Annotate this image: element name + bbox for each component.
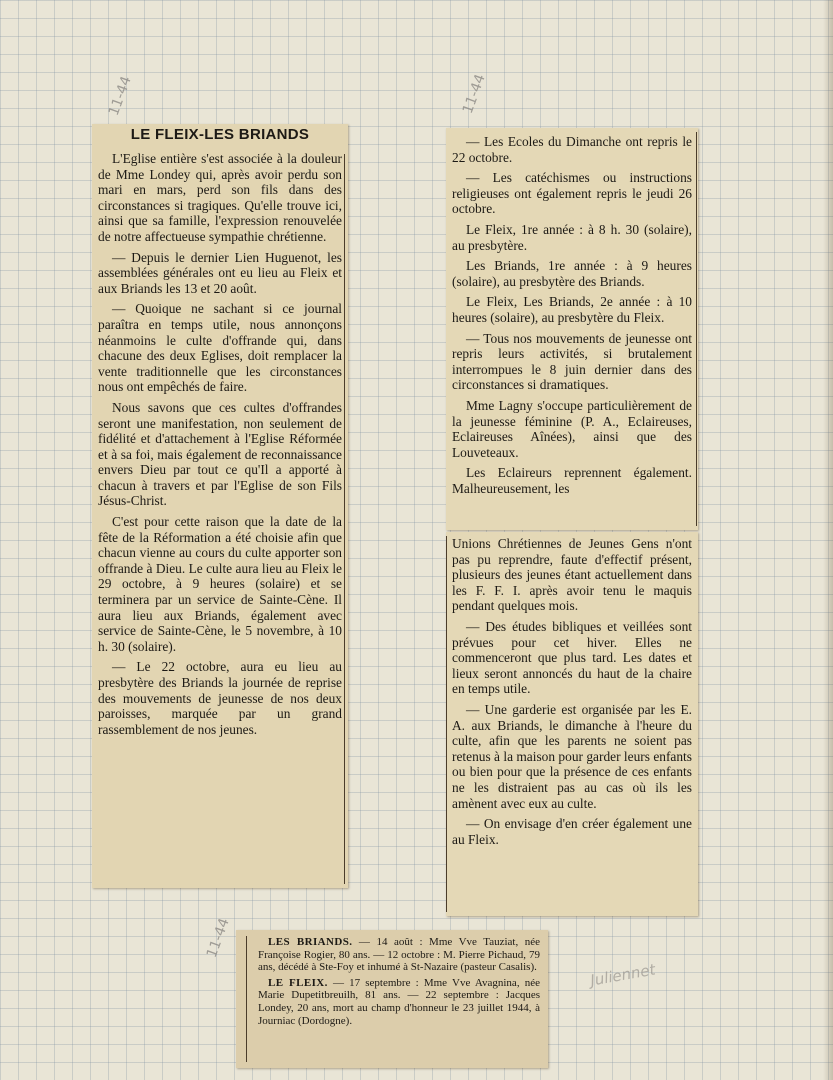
paragraph: L'Eglise entière s'est associée à la douleur de Mme Londey qui, après avoir perdu son mari en mars, perd son fils dans des circonstances si tragiques. Qu'elle trouve ici, ainsi que sa famille, l'expression renouvelée de notre affectueuse sympathie chrétienne.	[98, 151, 342, 244]
paragraph: C'est pour cette raison que la date de la fête de la Réformation a été choisie afin que chacun vienne au cours du culte apporter son offrande à Dieu. Le culte aura lieu au Fleix le 29 octobre, à 9 heures (solaire) et se terminera par un service de Sainte-Cène. Il aura lieu aux Briands, également avec service de Sainte-Cène, le 5 novembre, à 10 h. 30 (solaire).	[98, 514, 342, 654]
column-rule	[696, 132, 697, 526]
paragraph: Nous savons que ces cultes d'offrandes seront une manifestation, non seulement de fidélité et d'attachement à l'Eglise Réformée et à sa foi, mais également de reconnaissance envers Dieu par tout ce qu'Il a apporté à chacun à travers et par l'Eglise de son Fils Jésus-Christ.	[98, 399, 342, 509]
obituary-text: — 17 septembre : Mme Vve Avagnina, née Marie Dupetitbreuilh, 81 ans. — 22 septembre : Jacques Londey, 20 ans, mort au champ d'honneur le 23 juillet 1944, à Journiac (Dordogne).	[258, 976, 540, 1027]
paragraph: Les Eclaireurs reprennent également. Malheureusement, les	[452, 465, 692, 496]
obituary-text: — 14 août : Mme Vve Tauziat, née Françoise Rogier, 80 ans. — 12 octobre : M. Pierre Pichaud, 79 ans, décédé à Ste-Foy et inhumé à St-Nazaire (pasteur Casalis).	[258, 936, 540, 974]
clipping-body	[446, 128, 698, 496]
paragraph: Le Fleix, Les Briands, 2e année : à 10 heures (solaire), au presbytère du Fleix.	[452, 294, 692, 325]
column-rule	[246, 936, 247, 1062]
obituary-lead: LES BRIANDS.	[268, 936, 353, 948]
column-rule	[446, 536, 447, 912]
paragraph: — Des études bibliques et veillées sont prévues pour cet hiver. Elles ne commenceront que plus tard. Les dates et lieux seront annoncés du haut de la chaire en temps utile.	[452, 618, 692, 697]
clipping-obituaries	[236, 930, 548, 1068]
paragraph: — On envisage d'en créer également une au Fleix.	[452, 816, 692, 847]
pencil-mark-right: 11-44	[459, 72, 489, 116]
paragraph: — Une garderie est organisée par les E. A. aux Briands, le dimanche à l'heure du culte, afin que les parents ne soient pas retenus à la maison pour garder leurs enfants ou bien pour que la présence de ces enfants ne les distraient pas au cas où ils les amènent avec eux au culte.	[452, 701, 692, 811]
clipping-ecoles-du-dimanche	[446, 128, 698, 530]
paragraph: Le Fleix, 1re année : à 8 h. 30 (solaire), au presbytère.	[452, 221, 692, 253]
paragraph: Les Briands, 1re année : à 9 heures (solaire), au presbytère des Briands.	[452, 258, 692, 289]
paragraph: — Quoique ne sachant si ce journal paraîtra en temps utile, nous annonçons néanmoins le culte d'offrande qui, dans chacune des deux Eglises, doit remplacer la vente traditionnelle que les circonstances nous ont empêchés de faire.	[98, 301, 342, 395]
obituary-entry-fleix	[258, 977, 540, 1027]
obituary-entry-briands	[258, 936, 540, 974]
obituary-lead: LE FLEIX.	[268, 976, 328, 989]
pencil-mark-left: 11-44	[105, 74, 135, 118]
notebook-edge	[823, 0, 833, 1080]
clipping-unions-chretiennes	[446, 532, 698, 916]
pencil-mark-bottom: 11-44	[203, 916, 233, 960]
paragraph: Unions Chrétiennes de Jeunes Gens n'ont pas pu reprendre, faute d'effectif présent, plusieurs des jeunes étant actuellement dans les F. F. I. après avoir tenu le maquis pendant quelques mois.	[452, 536, 692, 614]
clipping-body	[236, 930, 548, 1027]
paragraph: — Depuis le dernier Lien Huguenot, les assemblées générales ont eu lieu au Fleix et aux Briands les 13 et 20 août.	[98, 249, 342, 296]
paragraph: Mme Lagny s'occupe particulièrement de la jeunesse féminine (P. A., Eclaireuses, Eclaireuses Aînées), ainsi que des Louveteaux.	[452, 397, 692, 460]
paragraph: — Tous nos mouvements de jeunesse ont repris leurs activités, si brutalement interrompues le 8 juin dernier dans des circonstances si dramatiques.	[452, 330, 692, 393]
clipping-headline: LE FLEIX-LES BRIANDS	[130, 126, 310, 143]
paragraph: — Le 22 octobre, aura eu lieu au presbytère des Briands la journée de reprise des mouvements de jeunesse de nos deux paroisses, marquée par un grand rassemblement de nos jeunes.	[98, 659, 342, 737]
clipping-le-fleix-les-briands	[92, 124, 348, 888]
clipping-body	[92, 151, 348, 737]
column-rule	[344, 154, 345, 884]
pencil-scribble: Juliennet	[588, 960, 657, 990]
paragraph: — Les catéchismes ou instructions religieuses ont également repris le jeudi 26 octobre.	[452, 170, 692, 217]
clipping-body	[446, 532, 698, 847]
paragraph: — Les Ecoles du Dimanche ont repris le 22 octobre.	[452, 134, 692, 165]
